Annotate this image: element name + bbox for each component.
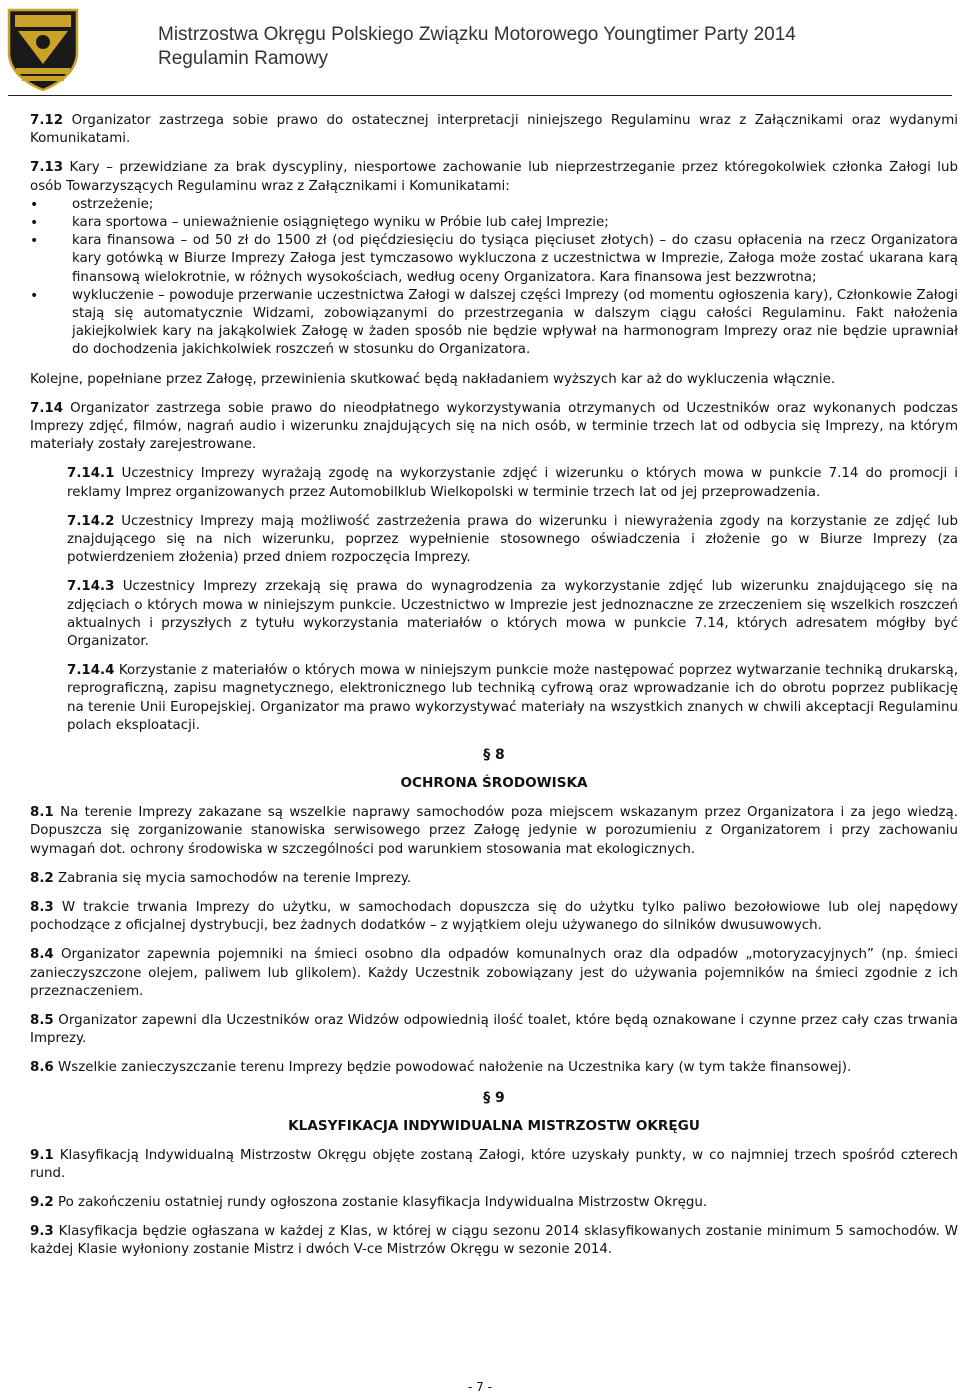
paragraph-number: 8.3 (30, 899, 54, 915)
list-item: • wykluczenie – powoduje przerwanie uczestnictwa Załogi w dalszej części Imprezy (od momentu ogłoszenia kary), Członkowie Załogi stają się automatycznie Widzami, zobowiązanymi do przestrzegania w dalszym ciągu całości Regulaminu. Fakt nałożenia jakiejkolwiek kary na jakąkolwiek Załogę w żaden sposób nie będzie wpływał na harmonogram Imprezy oraz nie będzie uprawniał do dochodzenia jakichkolwiek roszczeń w stosunku do Organizatora. (30, 287, 958, 360)
header-divider (8, 95, 952, 96)
paragraph-kolejne: Kolejne, popełniane przez Załogę, przewinienia skutkować będą nakładaniem wyższych kar aż do wykluczenia włącznie. (30, 371, 836, 387)
paragraph-number: 7.14.3 (67, 579, 115, 595)
paragraph-number: 9.2 (30, 1194, 54, 1210)
paragraph-7-12 (30, 112, 958, 148)
list-item: • kara sportowa – unieważnienie osiągniętego wyniku w Próbie lub całej Imprezie; (30, 214, 958, 232)
paragraph-9-2 (30, 1194, 958, 1212)
paragraph-9-1 (30, 1147, 958, 1183)
paragraph-8-3 (30, 899, 958, 935)
paragraph-text: Klasyfikacją Indywidualną Mistrzostw Okręgu objęte zostaną Załogi, które uzyskały punkty, w co najmniej trzech spośród czterech rund. (30, 1147, 958, 1181)
paragraph-number: 8.6 (30, 1060, 54, 1076)
paragraph-number: 8.1 (30, 805, 54, 821)
paragraph-number: 7.14.4 (67, 663, 115, 679)
paragraph-text: Na terenie Imprezy zakazane są wszelkie naprawy samochodów poza miejscem wskazanym przez Organizatora i za jego wiedzą. Dopuszcza się zorganizowanie stanowiska serwisowego przez Załogę jedynie w porozumieniu z Organizatorem i przy zachowaniu wymagań dot. ochrony środowiska w szczególności pod warunkiem stosowania mat ekologicznych. (30, 805, 958, 857)
paragraph-number: 9.1 (30, 1147, 54, 1163)
paragraph-text: Organizator zapewnia pojemniki na śmieci osobno dla odpadów komunalnych oraz dla odpadów „motoryzacyjnych” (np. śmieci zanieczyszczone olejem, paliwem lub glikolem). Każdy Uczestnik zobowiązany jest do używania pojemników na śmieci zgodnie z ich przeznaczeniem. (30, 947, 958, 999)
paragraph-7-14-4 (30, 662, 958, 735)
youngtimer-logo-icon (6, 6, 80, 92)
paragraph-number: 7.12 (30, 113, 64, 128)
section-9-number: § 9 (483, 1089, 505, 1106)
paragraph-7-13 (30, 159, 958, 195)
paragraph-7-14-2 (30, 513, 958, 568)
paragraph-text: Uczestnicy Imprezy wyrażają zgodę na wykorzystanie zdjęć i wizerunku o których mowa w punkcie 7.14 do promocji i reklamy Imprez organizowanych przez Automobilklub Wielkopolski w terminie trzech lat od jej przeprowadzenia. (67, 466, 958, 500)
header-title: Mistrzostwa Okręgu Polskiego Związku Motorowego Youngtimer Party 2014 (158, 24, 796, 45)
paragraph-text: Organizator zastrzega sobie prawo do ostatecznej interpretacji niniejszego Regulaminu wraz z Załącznikami oraz wydanymi Komunikatami. (30, 113, 958, 147)
paragraph-number: 7.13 (30, 160, 64, 176)
paragraph-number: 8.5 (30, 1012, 54, 1028)
paragraph-7-14-3 (30, 578, 958, 651)
list-item: • kara finansowa – od 50 zł do 1500 zł (od pięćdziesięciu do tysiąca pięciuset złotych) – do czasu opłacenia na rzecz Organizatora kary gotówką w Biurze Imprezy Załoga jest tymczasowo wykluczona z uczestnictwa w Imprezie, Załoga może zostać ukarana karą finansową wielokrotnie, w różnych wysokościach, według oceny Organizatora. Kara finansowa jest bezzwrotna; (30, 232, 958, 287)
paragraph-8-6 (30, 1059, 958, 1077)
penalty-list (30, 196, 958, 360)
paragraph-number: 8.4 (30, 947, 54, 963)
paragraph-text: W trakcie trwania Imprezy do użytku, w samochodach dopuszcza się do użytku tylko paliwo bezołowiowe lub olej napędowy pochodzące z oficjalnej dystrybucji, bez żadnych dodatków – z wyjątkiem oleju używanego do silników dwusuwowych. (30, 899, 958, 934)
paragraph-text: Kary – przewidziane za brak dyscypliny, niesportowe zachowanie lub nieprzestrzeganie przez któregokolwiek członka Załogi lub osób Towarzyszących Regulaminu wraz z Załącznikami i Komunikatami: (30, 160, 958, 194)
page-number: - 7 - (468, 1380, 492, 1394)
paragraph-8-2 (30, 870, 958, 888)
paragraph-number: 7.14.2 (67, 513, 115, 529)
paragraph-number: 8.2 (30, 870, 54, 886)
section-9-title: KLASYFIKACJA INDYWIDUALNA MISTRZOSTW OKRĘGU (288, 1117, 700, 1134)
paragraph-7-14-1 (30, 465, 958, 501)
paragraph-text: Korzystanie z materiałów o których mowa w niniejszym punkcie może następować poprzez wytwarzanie techniką drukarską, reprograficzną, zapisu magnetycznego, elektronicznego lub techniką cyfrową oraz wprowadzanie ich do obrotu poprzez publikację na terenie Unii Europejskiej. Organizator ma prawo wykorzystywać materiały na wszystkich znanych w chwili akceptacji Regulaminu polach eksploatacji. (67, 663, 958, 733)
document-body (30, 112, 958, 1260)
paragraph-text: Wszelkie zanieczyszczanie terenu Imprezy będzie powodować nałożenie na Uczestnika kary (w tym także finansowej). (53, 1060, 852, 1076)
paragraph-text: Organizator zapewni dla Uczestników oraz Widzów odpowiednią ilość toalet, które będą oznakowane i czynne przez cały czas trwania Imprezy. (30, 1012, 958, 1047)
paragraph-text: Po zakończeniu ostatniej rundy ogłoszona zostanie klasyfikacja Indywidualna Mistrzostw Okręgu. (53, 1194, 708, 1210)
section-8-title: OCHRONA ŚRODOWISKA (400, 775, 588, 792)
header-subtitle: Regulamin Ramowy (158, 48, 329, 69)
paragraph-9-3 (30, 1223, 958, 1259)
paragraph-7-14 (30, 400, 958, 455)
paragraph-8-5 (30, 1012, 958, 1048)
paragraph-number: 7.14.1 (67, 466, 115, 482)
section-8-number: § 8 (483, 747, 505, 764)
list-item: • ostrzeżenie; (30, 196, 958, 214)
paragraph-text: Uczestnicy Imprezy mają możliwość zastrzeżenia prawa do wizerunku i niewyrażenia zgody na korzystanie ze zdjęć lub znajdującego się na nich wizerunku, poprzez wypełnienie stosownego oświadczenia i złożenie go w Biurze Imprezy (za potwierdzeniem złożenia) przed dniem rozpoczęcia Imprezy. (67, 513, 958, 566)
paragraph-text: Klasyfikacja będzie ogłaszana w każdej z Klas, w której w ciągu sezonu 2014 sklasyfikowanych zostanie minimum 5 samochodów. W każdej Klasie wyłoniony zostanie Mistrz i dwóch V-ce Mistrzów Okręgu w sezonie 2014. (30, 1224, 958, 1258)
page-header (0, 0, 960, 96)
paragraph-number: 7.14 (30, 400, 64, 416)
paragraph-text: Uczestnicy Imprezy zrzekają się prawa do wynagrodzenia za wykorzystanie zdjęć lub wizerunku znajdującego się na zdjęciach o których mowa w niniejszym punkcie. Uczestnictwo w Imprezie jest jednoznaczne ze zrzeczeniem się wszelkich roszczeń aktualnych i przyszłych z tytułu wykorzystania materiałów o których mowa w punkcie 7.14, których adresatem mógłby być Organizator. (67, 579, 958, 650)
paragraph-8-1 (30, 804, 958, 859)
paragraph-number: 9.3 (30, 1224, 54, 1240)
paragraph-text: Organizator zastrzega sobie prawo do nieodpłatnego wykorzystywania otrzymanych od Uczestników oraz wykonanych podczas Imprezy zdjęć, filmów, nagrań audio i wizerunku znajdujących się na nich osób, w terminie trzech lat od odbycia się Imprezy, na którym materiały zostały zarejestrowane. (30, 400, 958, 453)
paragraph-8-4 (30, 946, 958, 1001)
paragraph-text: Zabrania się mycia samochodów na terenie Imprezy. (53, 870, 412, 886)
